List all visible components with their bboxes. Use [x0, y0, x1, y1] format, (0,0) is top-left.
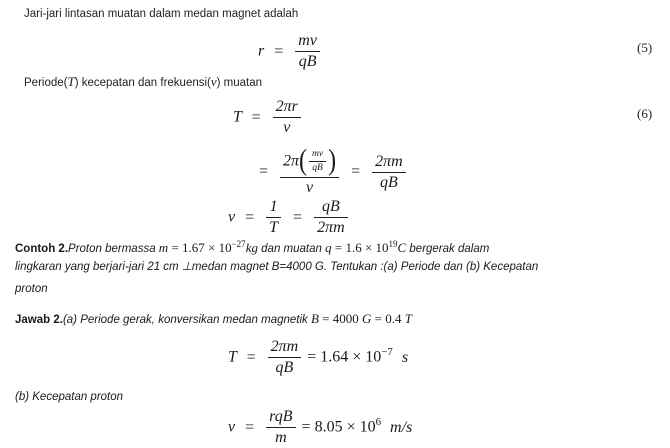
velocity-section-label: (b) Kecepatan proton [15, 391, 124, 403]
example-exponent-1: −27 [231, 239, 246, 249]
equation-velocity-result [228, 408, 412, 448]
fraction-denominator: qB [275, 359, 294, 377]
equation-period [233, 98, 303, 138]
example-label: Contoh 2. [15, 242, 69, 255]
equals-sign: = [274, 42, 284, 60]
right-paren: ) [328, 144, 337, 178]
equals-sign-2: = [351, 163, 361, 181]
fraction-numerator: mv [295, 32, 320, 52]
fraction-denominator: T [269, 219, 279, 237]
equals-sign: = [245, 208, 255, 226]
example-eq-2: = 1.6 × 10 [331, 239, 389, 255]
example-eq-1: = 1.67 × 10 [168, 239, 232, 255]
unit-kg: kg [245, 239, 258, 255]
example-text-b: dan muatan [257, 242, 326, 255]
inner-fraction-mv-qb [309, 149, 326, 174]
example-text-c: bergerak dalam [406, 242, 490, 255]
fraction-mv-over-qb [295, 32, 320, 72]
symbol-m: m [158, 239, 169, 255]
fraction-rqb-over-m [266, 408, 295, 448]
fraction-expanded [280, 144, 339, 197]
period-text-pre: Periode( [24, 77, 68, 89]
example-exponent-2: 19 [388, 239, 398, 249]
fraction-qb-over-2pim [314, 198, 348, 238]
period-result-exponent: −7 [381, 346, 393, 359]
equation-period-expanded [253, 144, 408, 197]
period-result-value: = 1.64 × 10 [307, 348, 382, 366]
left-paren: ( [299, 144, 308, 178]
equation-period-lhs: T [233, 108, 242, 126]
answer-eq: = 4000 [318, 311, 363, 326]
symbol-nu: ν [210, 74, 217, 89]
answer-eq-b: = 0.4 [371, 311, 405, 326]
velocity-result-exponent: 6 [375, 416, 382, 429]
unit-tesla: T [404, 311, 412, 326]
period-text-mid: ) kecepatan dan frekuensi( [74, 77, 211, 89]
equation-number-6: (6) [637, 106, 653, 121]
equation-radius [258, 32, 322, 72]
fraction-denominator: 2πm [317, 219, 345, 237]
symbol-q: q [325, 239, 332, 255]
equals-sign: = [245, 418, 255, 436]
velocity-result-unit: m/s [390, 418, 413, 436]
answer-paragraph [15, 310, 660, 329]
answer-text-a: (a) Periode gerak, konversikan medan magnetik [62, 314, 311, 326]
inner-denominator: qB [312, 163, 323, 174]
symbol-T: T [67, 74, 75, 89]
fraction-denominator: v [306, 178, 314, 196]
intro-line-period [24, 74, 262, 90]
answer-label: Jawab 2. [15, 314, 63, 326]
equals-sign: = [251, 108, 261, 126]
fraction-2pir-over-v [273, 98, 301, 138]
fraction-2pim-over-qb-result [268, 338, 302, 378]
unit-gauss: G [362, 311, 372, 326]
equals-sign: = [259, 163, 269, 181]
fraction-denominator: m [275, 429, 287, 447]
unit-coulomb: C [397, 239, 407, 255]
equals-sign-2: = [293, 208, 303, 226]
fraction-numerator [280, 144, 339, 178]
fraction-2pim-over-qb [372, 153, 406, 193]
intro-line-radius: Jari-jari lintasan muatan dalam medan magnet adalah [24, 8, 299, 20]
velocity-result-value: = 8.05 × 10 [301, 418, 376, 436]
example-text-a: Proton bermassa [68, 242, 159, 255]
fraction-denominator: qB [298, 53, 317, 71]
period-text-post: ) muatan [216, 77, 263, 89]
fraction-numerator: 2πr [273, 98, 301, 118]
equation-period-result [228, 338, 408, 378]
equation-period-result-lhs: T [228, 348, 237, 366]
two-pi-symbol: 2π [283, 152, 300, 170]
fraction-numerator: 1 [266, 198, 281, 218]
equation-frequency [228, 198, 350, 238]
example-paragraph-line3: proton [15, 283, 48, 295]
fraction-numerator: 2πm [372, 153, 406, 173]
equation-number-5: (5) [637, 40, 653, 55]
example-paragraph [15, 238, 660, 258]
fraction-numerator: rqB [266, 408, 295, 428]
symbol-B: B [310, 311, 319, 326]
fraction-numerator: 2πm [268, 338, 302, 358]
equation-frequency-lhs: ν [228, 208, 236, 226]
equation-radius-lhs: r [258, 42, 265, 60]
equation-velocity-lhs: v [228, 418, 236, 436]
fraction-1-over-T [266, 198, 281, 238]
fraction-numerator: qB [314, 198, 348, 218]
fraction-denominator: qB [380, 174, 398, 191]
equals-sign: = [246, 348, 256, 366]
period-result-unit: s [401, 348, 409, 366]
example-paragraph-line2: lingkaran yang berjari-jari 21 cm ⊥medan magnet B=4000 G. Tentukan :(a) Periode dan (b) Kecepatan [15, 261, 539, 273]
fraction-denominator: v [283, 119, 291, 137]
inner-numerator: mv [309, 149, 326, 162]
